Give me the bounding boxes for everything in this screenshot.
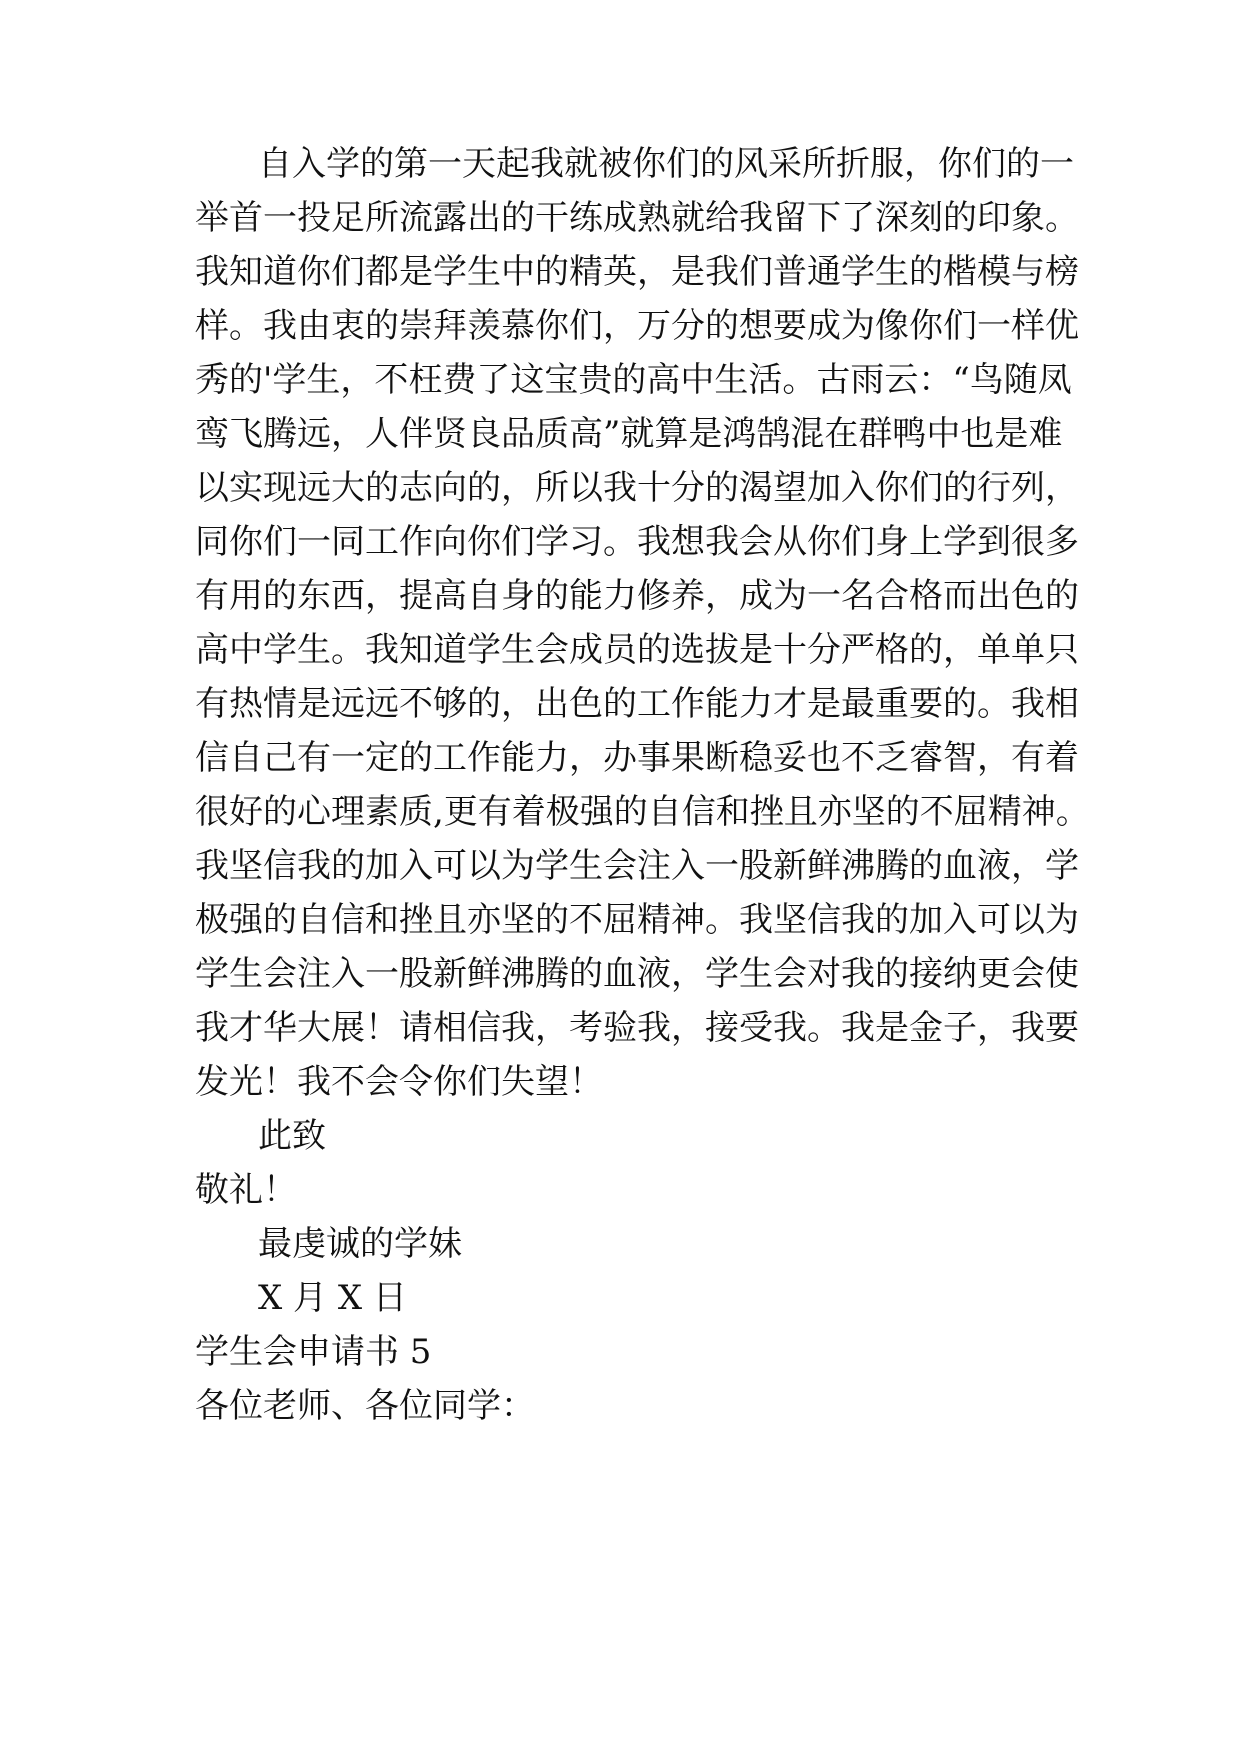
body-line: 自入学的第一天起我就被你们的风采所折服，你们的一	[258, 144, 1074, 184]
closing-salutation: 此致	[258, 1116, 326, 1156]
body-line: 高中学生。我知道学生会成员的选拔是十分严格的，单单只	[195, 630, 1079, 670]
body-line: 发光！我不会令你们失望！	[195, 1062, 603, 1102]
body-line: 举首一投足所流露出的干练成熟就给我留下了深刻的印象。	[195, 198, 1079, 238]
body-line: 学生会注入一股新鲜沸腾的血液，学生会对我的接纳更会使	[195, 954, 1079, 994]
body-line: 样。我由衷的崇拜羡慕你们，万分的想要成为像你们一样优	[195, 306, 1079, 346]
body-line: 我知道你们都是学生中的精英，是我们普通学生的楷模与榜	[195, 252, 1079, 292]
closing-respect: 敬礼！	[195, 1170, 297, 1210]
body-line: 我坚信我的加入可以为学生会注入一股新鲜沸腾的血液，学	[195, 846, 1079, 886]
body-line: 同你们一同工作向你们学习。我想我会从你们身上学到很多	[195, 522, 1079, 562]
body-line: 很好的心理素质,更有着极强的自信和挫且亦坚的不屈精神。	[195, 792, 1090, 832]
body-line: 有热情是远远不够的，出色的工作能力才是最重要的。我相	[195, 684, 1079, 724]
section-title: 学生会申请书 5	[195, 1332, 432, 1372]
signature: 最虔诚的学妹	[258, 1224, 462, 1264]
body-line: 秀的'学生，不枉费了这宝贵的高中生活。古雨云：“鸟随凤	[195, 360, 1072, 400]
body-line: 有用的东西，提高自身的能力修养，成为一名合格而出色的	[195, 576, 1079, 616]
section-greeting: 各位老师、各位同学：	[195, 1386, 535, 1426]
body-line: 以实现远大的志向的，所以我十分的渴望加入你们的行列，	[195, 468, 1079, 508]
body-line: 我才华大展！请相信我，考验我，接受我。我是金子，我要	[195, 1008, 1079, 1048]
date: X 月 X 日	[258, 1278, 407, 1318]
body-line: 极强的自信和挫且亦坚的不屈精神。我坚信我的加入可以为	[195, 900, 1079, 940]
body-line: 鸾飞腾远，人伴贤良品质高”就算是鸿鹄混在群鸭中也是难	[195, 414, 1063, 454]
body-line: 信自己有一定的工作能力，办事果断稳妥也不乏睿智，有着	[195, 738, 1079, 778]
